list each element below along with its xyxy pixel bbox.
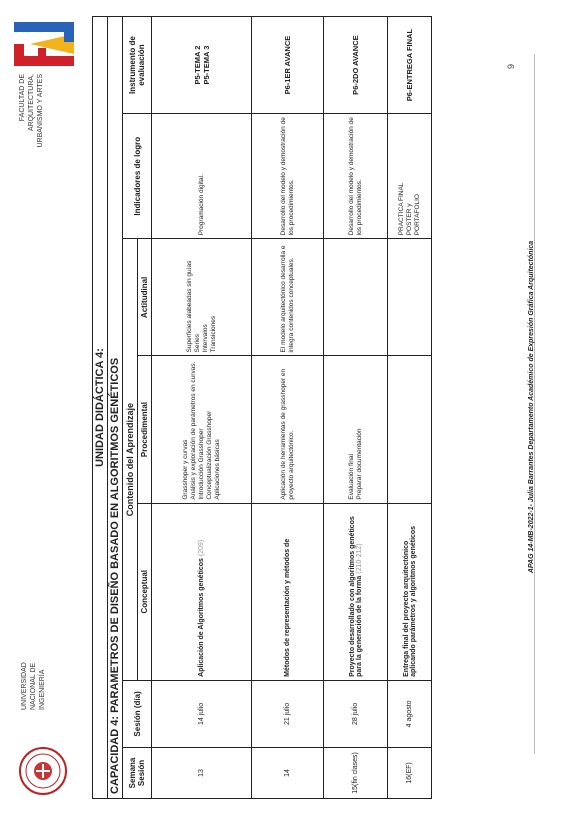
semana-cell: 15(fin clases) — [324, 747, 388, 798]
fac-line-3: URBANISMO Y ARTES — [37, 74, 44, 148]
sesion-cell: 4 agosto — [388, 680, 432, 747]
conceptual-ref: (209) — [198, 539, 205, 557]
page-number: 9 — [506, 63, 516, 69]
actitudinal-cell — [324, 239, 388, 356]
semana-cell: 16(EF) — [388, 747, 432, 798]
uni-seal-logo — [18, 746, 68, 796]
indicadores-cell: Desarrollo del modelo y demostración de los procedimientos. — [252, 114, 324, 239]
sesion-cell: 21 julio — [252, 680, 324, 747]
syllabus-table-wrap — [92, 16, 432, 799]
conceptual-text: Aplicación de Algoritmos genéticos — [198, 558, 205, 677]
sesion-cell: 14 julio — [152, 680, 252, 747]
semana-cell: 13 — [152, 747, 252, 798]
indicadores-cell: Programación digital. — [152, 114, 252, 239]
uni-line-1: UNIVERSIDAD — [21, 662, 28, 710]
actitudinal-cell: El modelo arquitectónico desarrolla e integra contenidos conceptuales. — [252, 239, 324, 356]
procedimental-cell — [388, 356, 432, 503]
table-row — [252, 17, 324, 799]
capacity-title: CAPACIDAD 4: PARAMETROS DE DISEÑO BASADO EN ALGORITMOS GENÉTICOS — [108, 17, 123, 799]
page-header — [0, 0, 92, 814]
instrumento-cell: P6-1ER AVANCE — [252, 17, 324, 114]
conceptual-cell — [152, 503, 252, 680]
procedimental-cell: Aplicación de herramientas de grasshoper en proyecto arquitectónico. — [252, 356, 324, 503]
procedimental-cell: Evaluación final Preparar documentación — [324, 356, 388, 503]
sesion-cell: 28 julio — [324, 680, 388, 747]
footer-text: APAG 14-MB-2022-1- Julia Barrantes Departamento Académico de Expresión Gráfica Arquitectónica — [528, 240, 535, 574]
faua-logo — [14, 22, 74, 66]
fac-line-1: FACULTAD DE — [19, 74, 26, 122]
syllabus-table — [92, 16, 432, 799]
col-semana: Semana Sesión — [123, 747, 152, 798]
actitudinal-cell: Superficies alabeadas sin guías Series Intervalos Transiciones — [152, 239, 252, 356]
indicadores-cell: PRACTICA FINAL POSTER y PORTAFOLIO — [388, 114, 432, 239]
unit-title: UNIDAD DIDÁCTICA 4: — [93, 17, 108, 799]
fac-line-2: ARQUITECTURA, — [28, 74, 35, 132]
semana-cell: 14 — [252, 747, 324, 798]
conceptual-cell — [324, 503, 388, 680]
conceptual-text: Métodos de representación y métodos de — [284, 538, 291, 677]
uni-line-3: INGENIERÍA — [39, 669, 46, 710]
col-sesion: Sesión (día) — [123, 680, 152, 747]
conceptual-text: Proyecto desarrollado con algoritmos genéticos para la generación de la forma — [348, 516, 363, 677]
content-header: Contenido del Aprendizaje — [123, 239, 138, 681]
table-row — [388, 17, 432, 799]
uni-name — [20, 662, 47, 710]
instrumento-cell: P6-ENTREGA FINAL — [388, 17, 432, 114]
instrumento-cell: P6-2DO AVANCE — [324, 17, 388, 114]
faculty-name — [18, 74, 45, 174]
col-instrumento: Instrumento de evaluación — [123, 17, 152, 114]
conceptual-cell — [388, 503, 432, 680]
indicadores-cell: Desarrollo del modelo y demostración de los procedimientos. — [324, 114, 388, 239]
actitudinal-cell — [388, 239, 432, 356]
table-row — [324, 17, 388, 799]
col-procedimental: Procedimental — [138, 356, 152, 503]
conceptual-text: Entrega final del proyecto arquitectónico aplicando parámetros y algoritmos genéticos — [402, 525, 417, 677]
instrumento-cell: P5-TEMA 2 P5-TEMA 3 — [152, 17, 252, 114]
col-conceptual: Conceptual — [138, 503, 152, 680]
table-row — [152, 17, 252, 799]
conceptual-ref: (210-212) — [355, 543, 363, 574]
col-indicadores: Indicadores de logro — [123, 114, 152, 239]
col-actitudinal: Actitudinal — [138, 239, 152, 356]
procedimental-cell: Grasshoper y curvas Análisis y exploración de parámetros en curvas. Introducción Grasshoper Conceptualización Grasshoper Aplicaciones básicas — [152, 356, 252, 503]
uni-line-2: NACIONAL DE — [30, 662, 37, 710]
conceptual-cell — [252, 503, 324, 680]
